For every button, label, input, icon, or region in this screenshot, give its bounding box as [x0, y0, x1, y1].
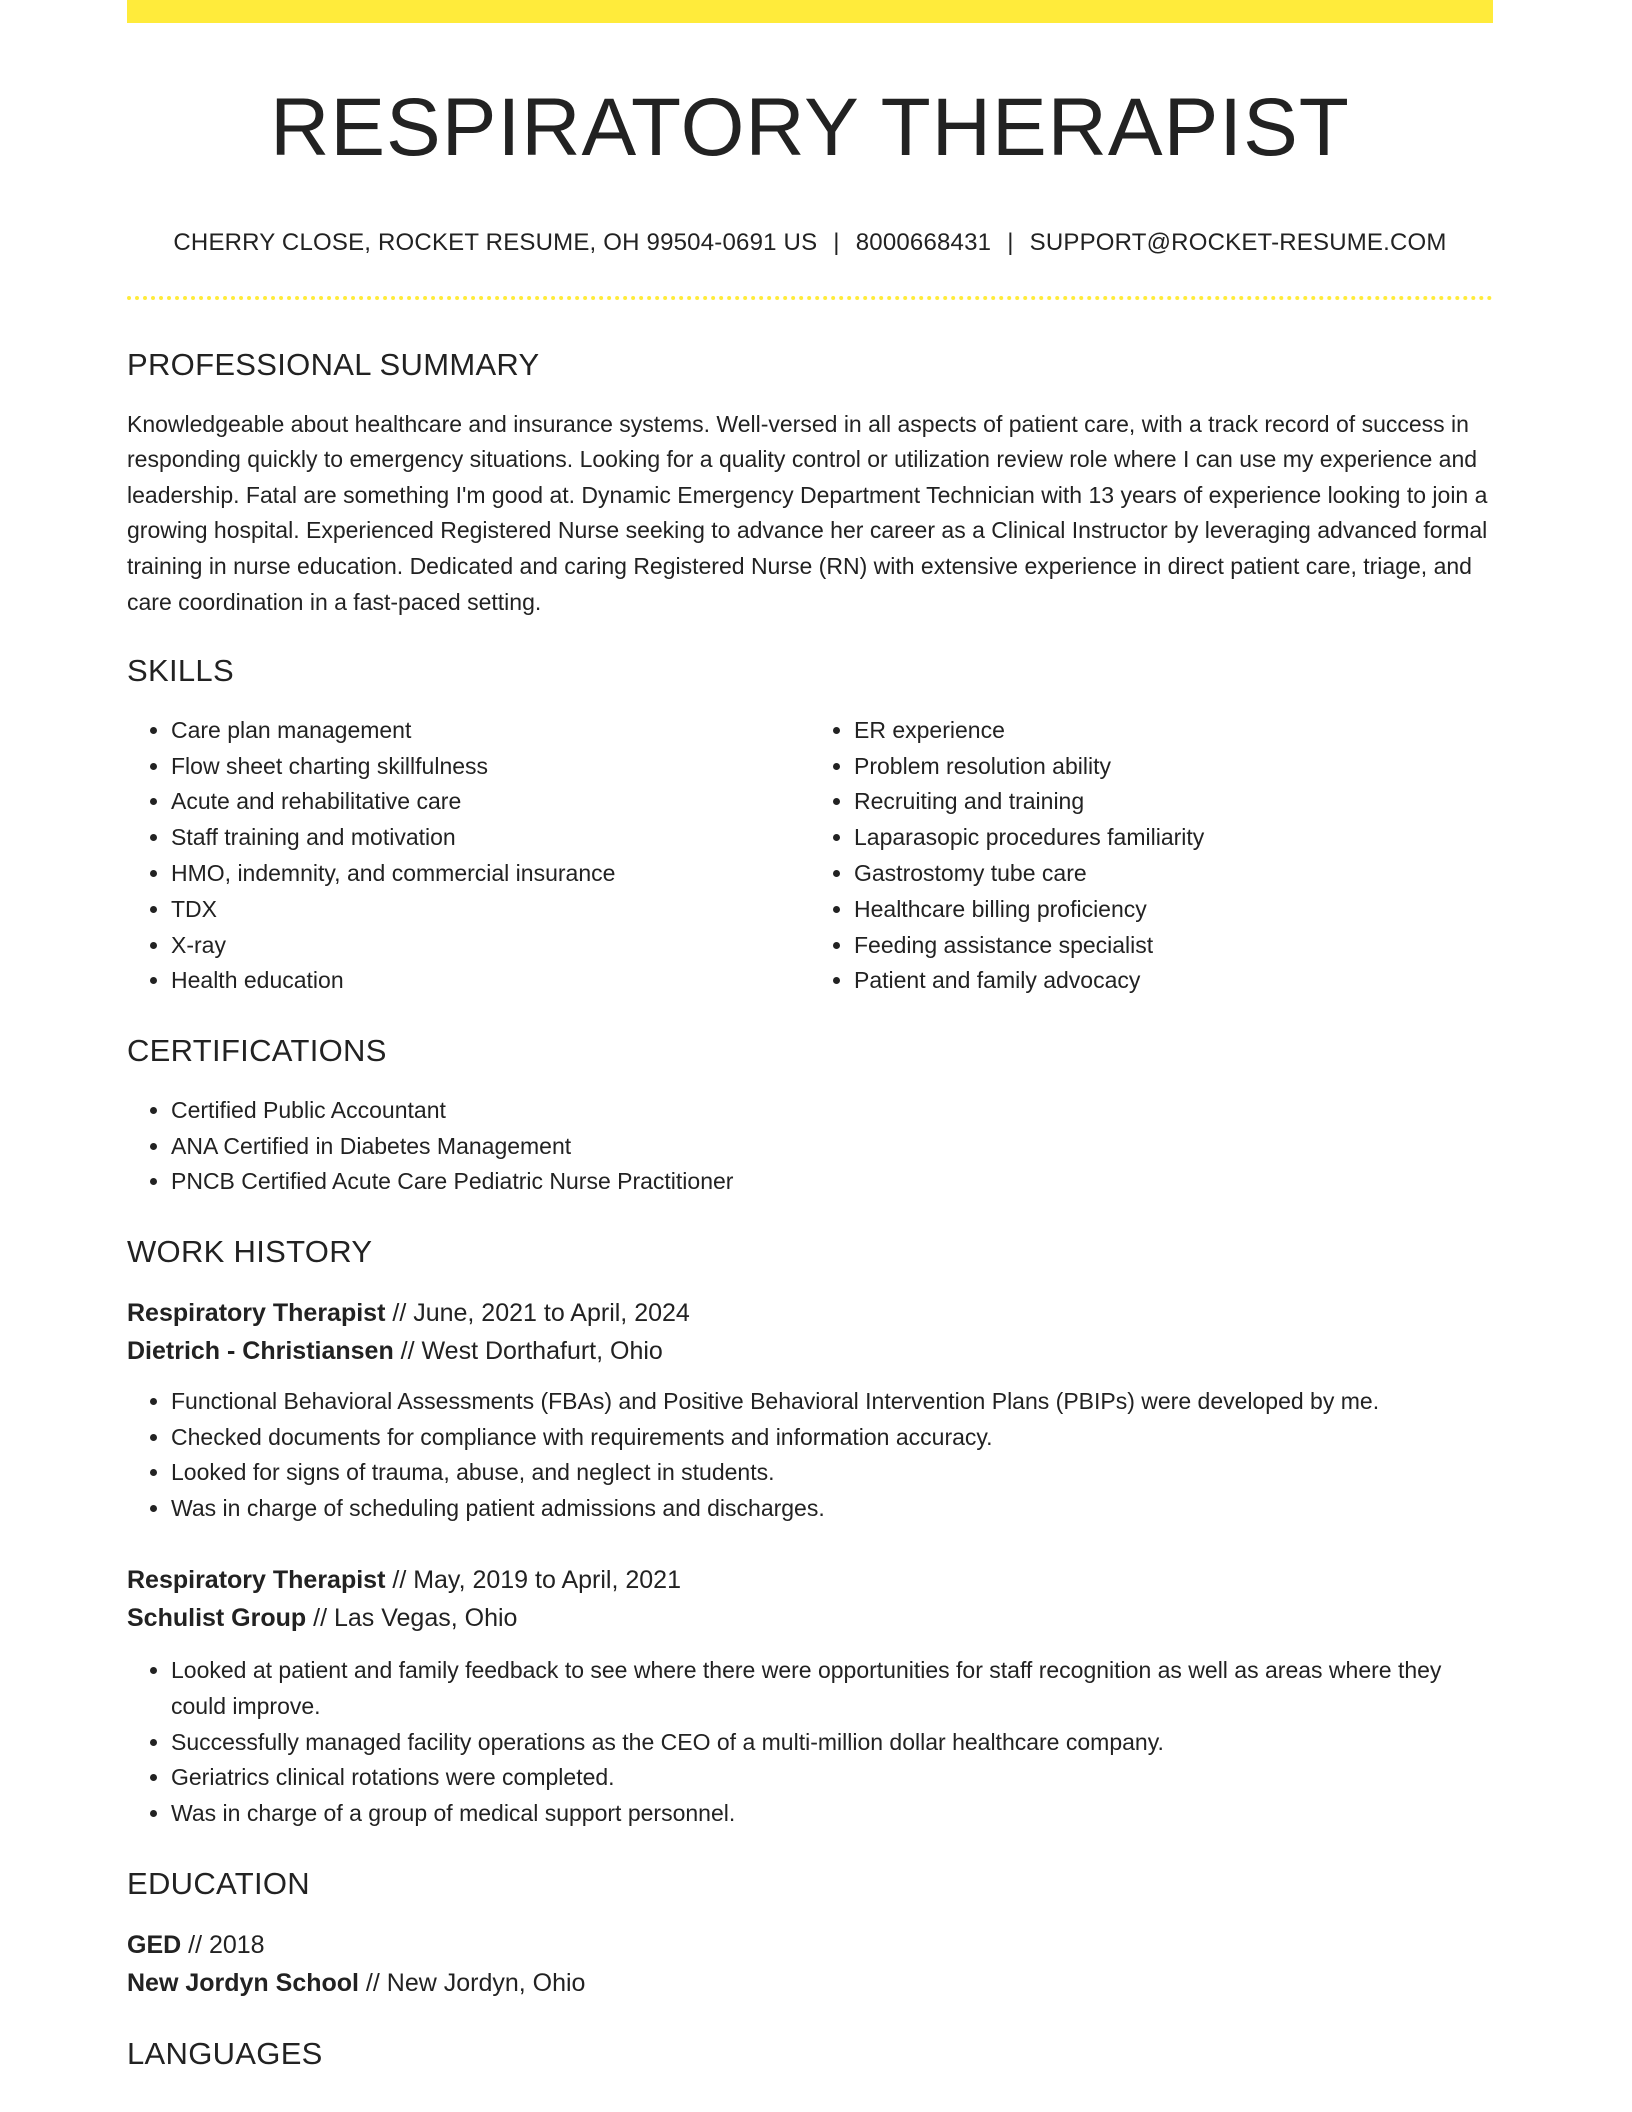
list-item: • Looked for signs of trauma, abuse, and neglect in students. [171, 1455, 1493, 1491]
list-item: • Staff training and motivation [171, 820, 810, 856]
accent-top-bar [127, 0, 1493, 23]
list-item: • Was in charge of scheduling patient admissions and discharges. [171, 1491, 1493, 1527]
list-item: • Patient and family advocacy [854, 963, 1493, 999]
resume-page [127, 0, 1493, 2071]
summary-text: Knowledgeable about healthcare and insurance systems. Well-versed in all aspects of patient care, with a track record of success in responding quickly to emergency situations. Looking for a quality control or utilization review role where I can use my experience and leadership. Fatal are something I'm good at. Dynamic Emergency Department Technician with 13 years of experience looking to join a growing hospital. Experienced Registered Nurse seeking to advance her career as a Clinical Instructor by leveraging advanced formal training in nurse education. Dedicated and caring Registered Nurse (RN) with extensive experience in direct patient care, triage, and care coordination in a fast-paced setting. [127, 410, 1488, 615]
list-item: • Problem resolution ability [854, 749, 1493, 785]
resume-title: RESPIRATORY THERAPIST [270, 82, 1350, 173]
list-item: • Acute and rehabilitative care [171, 784, 810, 820]
list-item: • TDX [171, 892, 810, 928]
list-item: • X-ray [171, 928, 810, 964]
job-bullets [127, 1384, 1493, 1527]
contact-address: CHERRY CLOSE, ROCKET RESUME, OH 99504-0691 US [173, 229, 818, 257]
education-school: New Jordyn School [127, 1968, 359, 1997]
job-dates: // May, 2019 to April, 2021 [385, 1566, 681, 1595]
list-item: • Looked at patient and family feedback to see where there were opportunities for staff recognition as well as areas where they could improve. [171, 1653, 1493, 1725]
list-item: • Was in charge of a group of medical support personnel. [171, 1796, 1493, 1832]
list-item: • ER experience [854, 713, 1493, 749]
section-heading-education: EDUCATION [127, 1866, 310, 1902]
section-heading-summary: PROFESSIONAL SUMMARY [127, 346, 540, 382]
contact-separator: | [833, 229, 840, 257]
list-item: • Checked documents for compliance with requirements and information accuracy. [171, 1420, 1493, 1456]
contact-line [127, 229, 1493, 258]
education-year: // 2018 [181, 1930, 265, 1959]
list-item: • Health education [171, 963, 810, 999]
education-school-line [127, 1964, 1493, 2002]
job-dates: // June, 2021 to April, 2024 [385, 1298, 690, 1327]
education-degree: GED [127, 1930, 182, 1959]
list-item: • Healthcare billing proficiency [854, 892, 1493, 928]
section-heading-languages: LANGUAGES [127, 2035, 323, 2071]
list-item: • Geriatrics clinical rotations were completed. [171, 1760, 1493, 1796]
contact-separator: | [1007, 229, 1014, 257]
job-company-line [127, 1332, 1493, 1370]
job-title: Respiratory Therapist [127, 1566, 386, 1595]
list-item: • Certified Public Accountant [171, 1093, 1493, 1129]
job-title-line [127, 1294, 1493, 1332]
job-location: // West Dorthafurt, Ohio [393, 1336, 663, 1365]
list-item: • Recruiting and training [854, 784, 1493, 820]
list-item: • Gastrostomy tube care [854, 856, 1493, 892]
job-location: // Las Vegas, Ohio [306, 1604, 518, 1633]
list-item: • HMO, indemnity, and commercial insurance [171, 856, 810, 892]
job-company: Dietrich - Christiansen [127, 1336, 394, 1365]
certifications-list [127, 1093, 1493, 1200]
job-company-line [127, 1599, 1493, 1637]
list-item: • Flow sheet charting skillfulness [171, 749, 810, 785]
skills-list-right [810, 713, 1493, 999]
section-heading-skills: SKILLS [127, 653, 234, 689]
section-heading-certifications: CERTIFICATIONS [127, 1033, 387, 1069]
list-item: • ANA Certified in Diabetes Management [171, 1129, 1493, 1165]
education-location: // New Jordyn, Ohio [358, 1968, 586, 1997]
skills-grid [127, 713, 1493, 999]
job-bullets [127, 1653, 1493, 1832]
dotted-divider [127, 296, 1493, 300]
list-item: • Care plan management [171, 713, 810, 749]
job-title-line [127, 1561, 1493, 1599]
section-heading-work-history: WORK HISTORY [127, 1234, 373, 1270]
job-title: Respiratory Therapist [127, 1298, 386, 1327]
list-item: • Functional Behavioral Assessments (FBAs) and Positive Behavioral Intervention Plans (PBIPs) were developed by me. [171, 1384, 1493, 1420]
education-degree-line [127, 1926, 1493, 1964]
job-company: Schulist Group [127, 1604, 307, 1633]
contact-email: SUPPORT@ROCKET-RESUME.COM [1029, 229, 1447, 257]
list-item: • Feeding assistance specialist [854, 928, 1493, 964]
list-item: • PNCB Certified Acute Care Pediatric Nurse Practitioner [171, 1164, 1493, 1200]
skills-list-left [127, 713, 810, 999]
contact-phone: 8000668431 [855, 229, 992, 257]
list-item: • Laparasopic procedures familiarity [854, 820, 1493, 856]
list-item: • Successfully managed facility operations as the CEO of a multi-million dollar healthcare company. [171, 1725, 1493, 1761]
